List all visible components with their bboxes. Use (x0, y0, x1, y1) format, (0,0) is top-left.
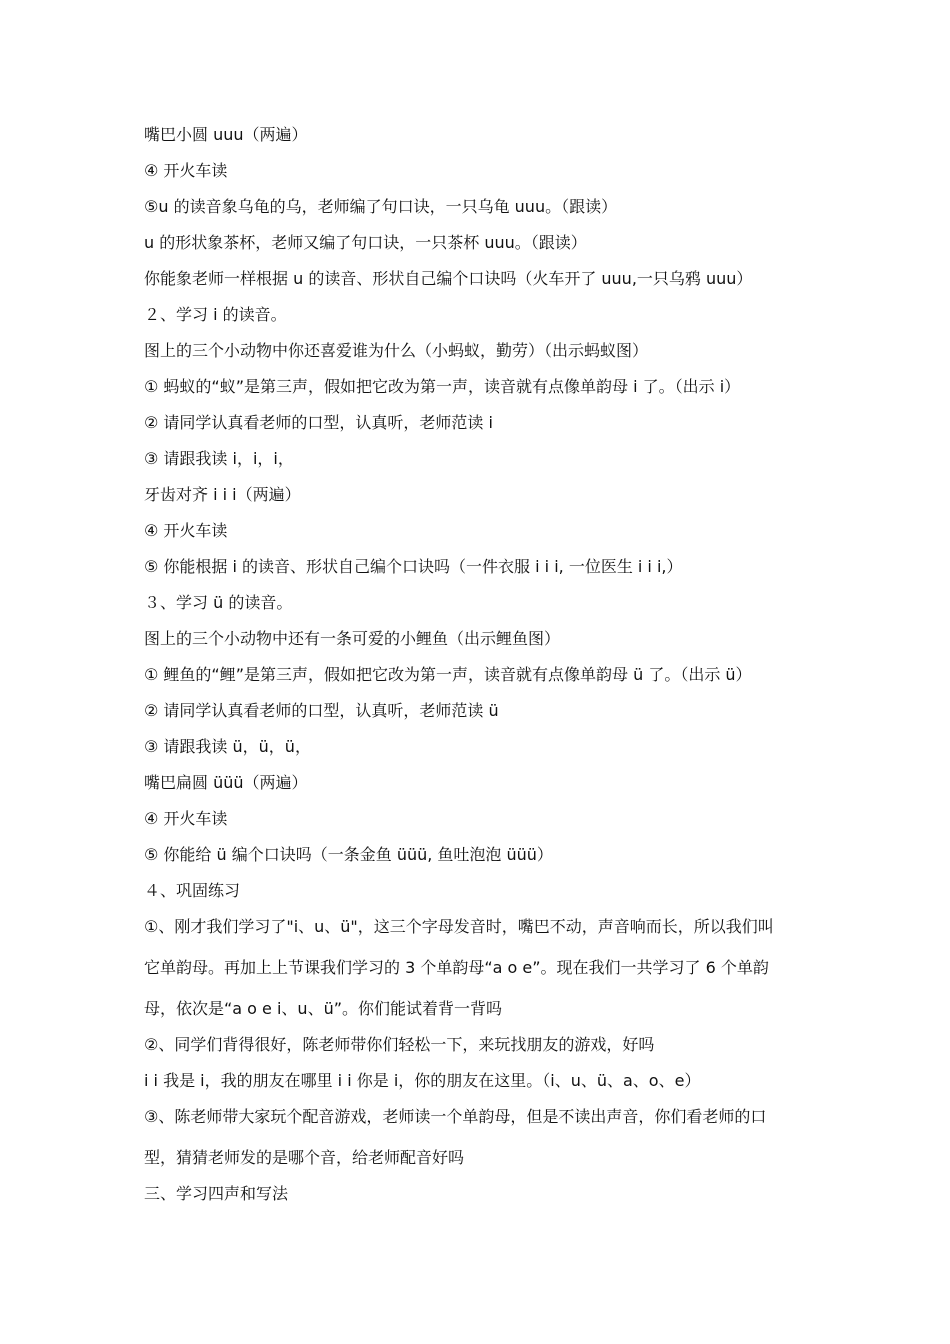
text-line-17: ② 请同学认真看老师的口型，认真听，老师范读 ü (144, 701, 499, 720)
paragraph-1-line-1: ①、刚才我们学习了"i、u、ü"，这三个字母发音时，嘴巴不动，声音响而长，所以我们叫 (144, 917, 774, 936)
text-line-15: 图上的三个小动物中还有一条可爱的小鲤鱼（出示鲤鱼图） (144, 629, 561, 648)
section-heading-4: ４、巩固练习 (144, 881, 241, 900)
section-heading-2: ２、学习 i 的读音。 (144, 305, 287, 324)
text-line-4: u 的形状象茶杯，老师又编了句口诀，一只茶杯 uuu。（跟读） (144, 233, 587, 252)
text-line-10: ③ 请跟我读 i，i，i， (144, 449, 294, 468)
text-line-3: ⑤u 的读音象乌龟的乌，老师编了句口诀，一只乌龟 uuu。（跟读） (144, 197, 618, 216)
text-line-1: 嘴巴小圆 uuu（两遍） (144, 125, 308, 144)
text-line-7: 图上的三个小动物中你还喜爱谁为什么（小蚂蚁，勤劳）（出示蚂蚁图） (144, 341, 649, 360)
document-body (144, 123, 824, 1218)
text-line-19: 嘴巴扁圆 üüü（两遍） (144, 773, 308, 792)
paragraph-2-line-2: 型，猜猜老师发的是哪个音，给老师配音好吗 (144, 1148, 465, 1167)
text-line-27: i i 我是 i，我的朋友在哪里 i i 你是 i，你的朋友在这里。（i、u、ü、a、o、e） (144, 1071, 701, 1090)
paragraph-2-line-1: ③、陈老师带大家玩个配音游戏，老师读一个单韵母，但是不读出声音，你们看老师的口 (144, 1107, 767, 1126)
text-line-2: ④ 开火车读 (144, 161, 228, 180)
text-line-13: ⑤ 你能根据 i 的读音、形状自己编个口诀吗（一件衣服 i i i, 一位医生 i i i,） (144, 557, 683, 576)
paragraph-1-line-3: 母，依次是“a o e i、u、ü”。你们能试着背一背吗 (144, 999, 503, 1018)
text-line-18: ③ 请跟我读 ü，ü，ü， (144, 737, 311, 756)
paragraph-1-line-2: 它单韵母。再加上上节课我们学习的 3 个单韵母“a o e”。现在我们一共学习了 6 个单韵 (144, 958, 769, 977)
text-line-26: ②、同学们背得很好，陈老师带你们轻松一下，来玩找朋友的游戏，好吗 (144, 1035, 655, 1054)
section-heading-three: 三、学习四声和写法 (144, 1184, 289, 1203)
text-line-8: ① 蚂蚁的“蚁”是第三声，假如把它改为第一声，读音就有点像单韵母 i 了。（出示 i） (144, 377, 741, 396)
text-line-5: 你能象老师一样根据 u 的读音、形状自己编个口诀吗（火车开了 uuu,一只乌鸦 uuu） (144, 269, 753, 288)
text-line-9: ② 请同学认真看老师的口型，认真听，老师范读 i (144, 413, 493, 432)
text-line-20: ④ 开火车读 (144, 809, 228, 828)
text-line-11: 牙齿对齐 i i i（两遍） (144, 485, 301, 504)
text-line-12: ④ 开火车读 (144, 521, 228, 540)
section-heading-3: ３、学习 ü 的读音。 (144, 593, 293, 612)
text-line-16: ① 鲤鱼的“鲤”是第三声，假如把它改为第一声，读音就有点像单韵母 ü 了。（出示 ü） (144, 665, 752, 684)
text-line-21: ⑤ 你能给 ü 编个口诀吗（一条金鱼 üüü, 鱼吐泡泡 üüü） (144, 845, 553, 864)
